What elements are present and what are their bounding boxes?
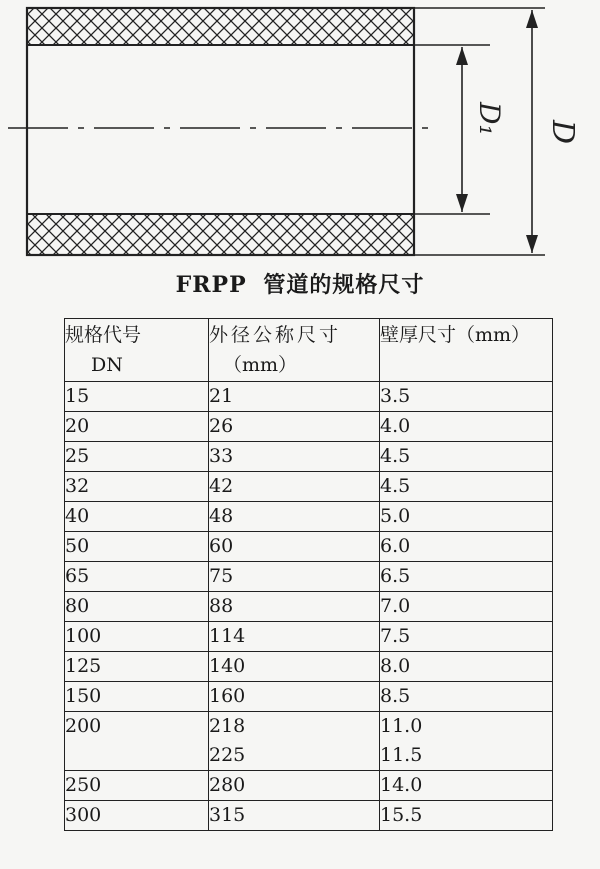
table-row: [65, 682, 553, 712]
cell-wall-thickness: 4.5: [380, 472, 553, 502]
table-row: [65, 562, 553, 592]
cell-outer-diameter: 140: [209, 652, 380, 682]
cell-outer-diameter: 315: [209, 801, 380, 831]
table-row: [65, 622, 553, 652]
table-caption: [0, 268, 600, 299]
cell-outer-diameter: 88: [209, 592, 380, 622]
table-row: [65, 532, 553, 562]
cell-wall-thickness: 11.0 11.5: [380, 712, 553, 771]
pipe-wall-top: [27, 8, 414, 45]
cell-outer-diameter: 42: [209, 472, 380, 502]
cell-wall-thickness: 4.5: [380, 442, 553, 472]
table-row: [65, 771, 553, 801]
cell-dn: 15: [65, 382, 209, 412]
cell-dn: 300: [65, 801, 209, 831]
cell-outer-diameter: 26: [209, 412, 380, 442]
table-row: [65, 592, 553, 622]
cell-outer-diameter: 33: [209, 442, 380, 472]
cell-outer-diameter: 60: [209, 532, 380, 562]
pipe-spec-table: [64, 318, 553, 831]
table-header-row: [65, 319, 553, 382]
cell-wall-thickness: 7.0: [380, 592, 553, 622]
table-row: [65, 652, 553, 682]
cell-wall-thickness: 7.5: [380, 622, 553, 652]
cell-outer-diameter: 75: [209, 562, 380, 592]
cell-wall-thickness: 4.0: [380, 412, 553, 442]
cell-dn: 100: [65, 622, 209, 652]
caption-text: 管道的规格尺寸: [263, 272, 425, 298]
cell-dn: 65: [65, 562, 209, 592]
cell-wall-thickness: 8.5: [380, 682, 553, 712]
cell-wall-thickness: 6.5: [380, 562, 553, 592]
outer-diameter-label: D: [545, 120, 580, 145]
cell-outer-diameter: 114: [209, 622, 380, 652]
header-wall-thickness: 壁厚尺寸（mm）: [380, 319, 553, 382]
cell-wall-thickness: 3.5: [380, 382, 553, 412]
cell-outer-diameter: 218 225: [209, 712, 380, 771]
cell-wall-thickness: 8.0: [380, 652, 553, 682]
cell-outer-diameter: 160: [209, 682, 380, 712]
table-row: [65, 442, 553, 472]
cell-dn: 150: [65, 682, 209, 712]
cell-wall-thickness: 15.5: [380, 801, 553, 831]
table-row: [65, 472, 553, 502]
inner-diameter-label: D₁: [473, 102, 506, 136]
table-row: [65, 382, 553, 412]
caption-prefix: FRPP: [175, 272, 247, 298]
table-row: [65, 801, 553, 831]
cell-dn: 200: [65, 712, 209, 771]
cell-dn: 20: [65, 412, 209, 442]
cell-outer-diameter: 21: [209, 382, 380, 412]
table-row: [65, 502, 553, 532]
header-dn: 规格代号 DN: [65, 319, 209, 382]
cell-dn: 80: [65, 592, 209, 622]
cell-outer-diameter: 280: [209, 771, 380, 801]
pipe-cross-section-diagram: [0, 0, 600, 265]
table-row: [65, 412, 553, 442]
table-body: [65, 382, 553, 831]
cell-dn: 25: [65, 442, 209, 472]
header-outer-diameter: 外径公称尺寸 （mm）: [209, 319, 380, 382]
cell-dn: 250: [65, 771, 209, 801]
cell-wall-thickness: 14.0: [380, 771, 553, 801]
cell-outer-diameter: 48: [209, 502, 380, 532]
table-row: [65, 712, 553, 771]
cell-dn: 40: [65, 502, 209, 532]
cell-wall-thickness: 6.0: [380, 532, 553, 562]
cell-dn: 32: [65, 472, 209, 502]
pipe-wall-bottom: [27, 214, 414, 255]
cell-dn: 125: [65, 652, 209, 682]
cell-wall-thickness: 5.0: [380, 502, 553, 532]
cell-dn: 50: [65, 532, 209, 562]
